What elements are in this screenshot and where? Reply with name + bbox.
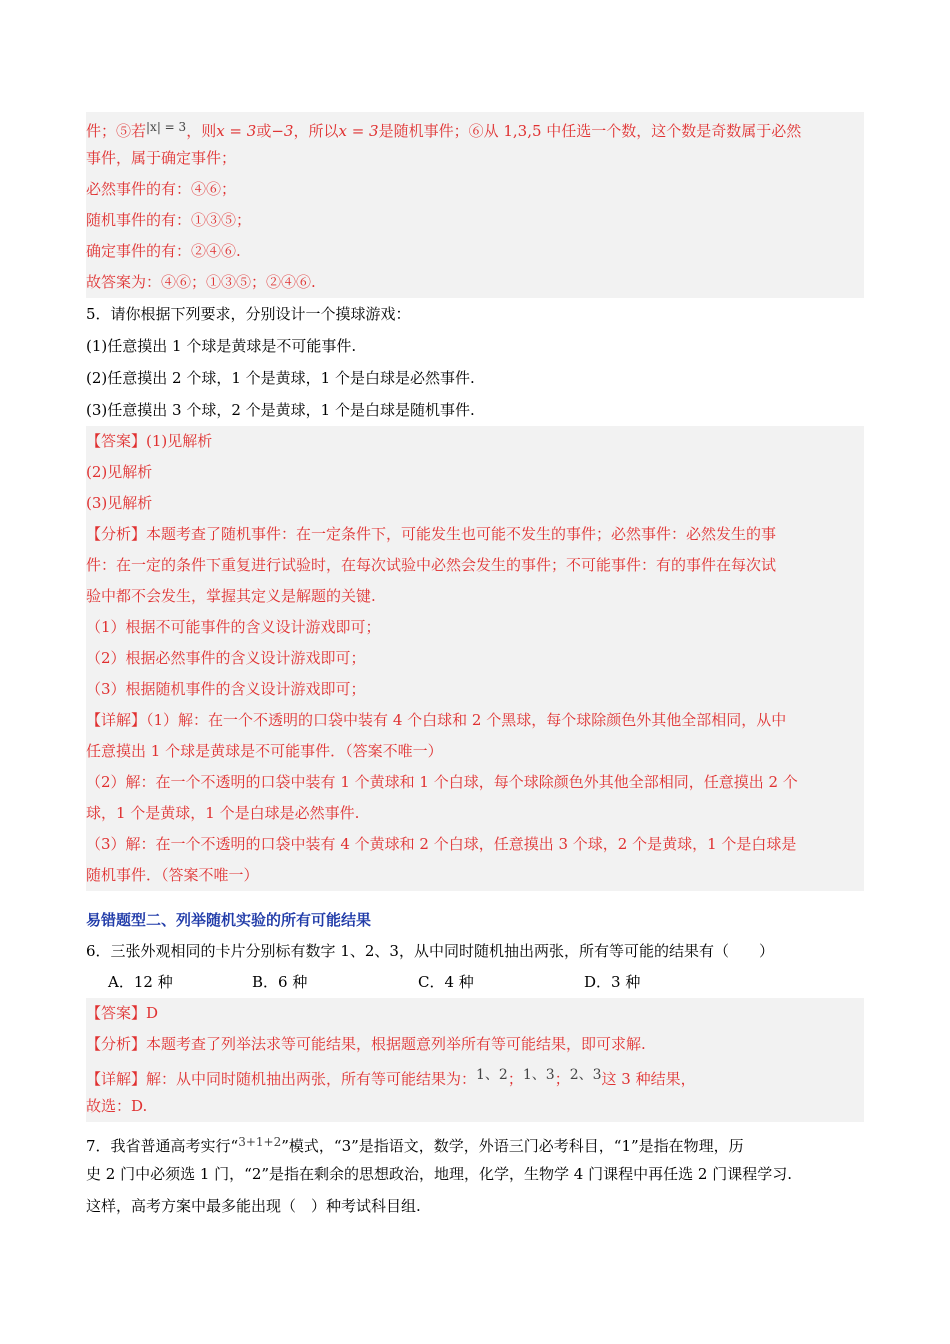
solution-line: 故答案为：④⑥；①③⑤；②④⑥.: [86, 273, 316, 291]
detail-line: 随机事件．（答案不唯一）: [86, 866, 259, 884]
conclusion-line: 故选：D.: [86, 1097, 148, 1115]
answer-options: [86, 967, 864, 998]
formula: 3+1+2: [238, 1135, 282, 1149]
option-d: D．3 种: [584, 973, 641, 991]
option-a: A．12 种: [108, 973, 173, 991]
abs-formula: |x| = 3: [146, 120, 187, 134]
solution-line: 件；⑤若$^{|x| = 3}$，则x = 3或−3，所以x = 3是随机事件；⑥从 1,3,5 中任选一个数，这个数是奇数属于必然: [86, 120, 802, 140]
question-6-solution: [86, 998, 864, 1122]
answer-line: (2)见解析: [86, 463, 153, 481]
analysis-line: 【分析】本题考查了列举法求等可能结果，根据题意列举所有等可能结果，即可求解.: [86, 1035, 646, 1053]
negative-value: −3: [271, 122, 294, 140]
question-line: 7．我省普通高考实行“$^{3+1+2}$”模式，“3”是指语文，数学，外语三门必考科目，“1”是指在物理，历: [86, 1135, 744, 1155]
detail-line: （3）解：在一个不透明的口袋中装有 4 个黄球和 2 个白球，任意摸出 3 个球，2 个是黄球，1 个是白球是: [86, 835, 797, 853]
analysis-line: （3）根据随机事件的含义设计游戏即可；: [86, 680, 366, 698]
question-line: 史 2 门中必须选 1 门，“2”是指在剩余的思想政治，地理，化学，生物学 4 门课程中再任选 2 门课程学习.: [86, 1165, 792, 1183]
question-part: (1)任意摸出 1 个球是黄球是不可能事件.: [86, 337, 357, 355]
answer-line: 【答案】D: [86, 1004, 159, 1022]
analysis-line: 验中都不会发生，掌握其定义是解题的关键.: [86, 587, 376, 605]
answer-line: (3)见解析: [86, 494, 153, 512]
analysis-line: 【分析】本题考查了随机事件：在一定条件下，可能发生也可能不发生的事件；必然事件：必然发生的事: [86, 525, 777, 543]
detail-line: 球，1 个是黄球，1 个是白球是必然事件.: [86, 804, 360, 822]
option-c: C．4 种: [418, 973, 474, 991]
pair-formula: 2、3: [569, 1067, 602, 1083]
question-part: (3)任意摸出 3 个球，2 个是黄球，1 个是白球是随机事件.: [86, 401, 475, 419]
pair-formula: 1、2: [476, 1067, 508, 1083]
question-6: [86, 936, 864, 998]
detail-line: 任意摸出 1 个球是黄球是不可能事件．（答案不唯一）: [86, 742, 443, 760]
solution-line: 事件，属于确定事件；: [86, 149, 237, 167]
option-b: B．6 种: [252, 973, 308, 991]
question-title: 5．请你根据下列要求，分别设计一个摸球游戏：: [86, 305, 411, 323]
question-part: (2)任意摸出 2 个球，1 个是黄球，1 个是白球是必然事件.: [86, 369, 475, 387]
analysis-line: （1）根据不可能事件的含义设计游戏即可；: [86, 618, 381, 636]
page-content: [86, 112, 864, 1222]
section-heading: 易错题型二、列举随机实验的所有可能结果: [86, 911, 372, 929]
question-5: [86, 298, 864, 426]
analysis-line: 件：在一定的条件下重复进行试验时，在每次试验中必然会发生的事件；不可能事件：有的事件在每次试: [86, 556, 777, 574]
detail-line: （2）解：在一个不透明的口袋中装有 1 个黄球和 1 个白球，每个球除颜色外其他全部相同，任意摸出 2 个: [86, 773, 798, 791]
equation: x = 3: [216, 122, 257, 140]
pair-formula: 1、3: [522, 1067, 555, 1083]
detail-line: 【详解】解：从中同时随机抽出两张，所有等可能结果为：1、2；1、3；2、3这 3 种结果，: [86, 1067, 696, 1088]
solution-line: 随机事件的有：①③⑤；: [86, 211, 252, 229]
solution-continuation: [86, 112, 864, 298]
analysis-line: （2）根据必然事件的含义设计游戏即可；: [86, 649, 366, 667]
question-title: 6．三张外观相同的卡片分别标有数字 1、2、3，从中同时随机抽出两张，所有等可能的结果有（ ）: [86, 942, 774, 960]
question-5-solution: [86, 426, 864, 891]
detail-line: 【详解】（1）解：在一个不透明的口袋中装有 4 个白球和 2 个黑球，每个球除颜色外其他全部相同，从中: [86, 711, 787, 729]
question-line: 这样，高考方案中最多能出现（ ）种考试科目组.: [86, 1197, 421, 1215]
answer-line: 【答案】(1)见解析: [86, 432, 213, 450]
question-7: [86, 1126, 864, 1222]
solution-line: 确定事件的有：②④⑥.: [86, 242, 241, 260]
solution-line: 必然事件的有：④⑥；: [86, 180, 237, 198]
equation: x = 3: [338, 122, 379, 140]
